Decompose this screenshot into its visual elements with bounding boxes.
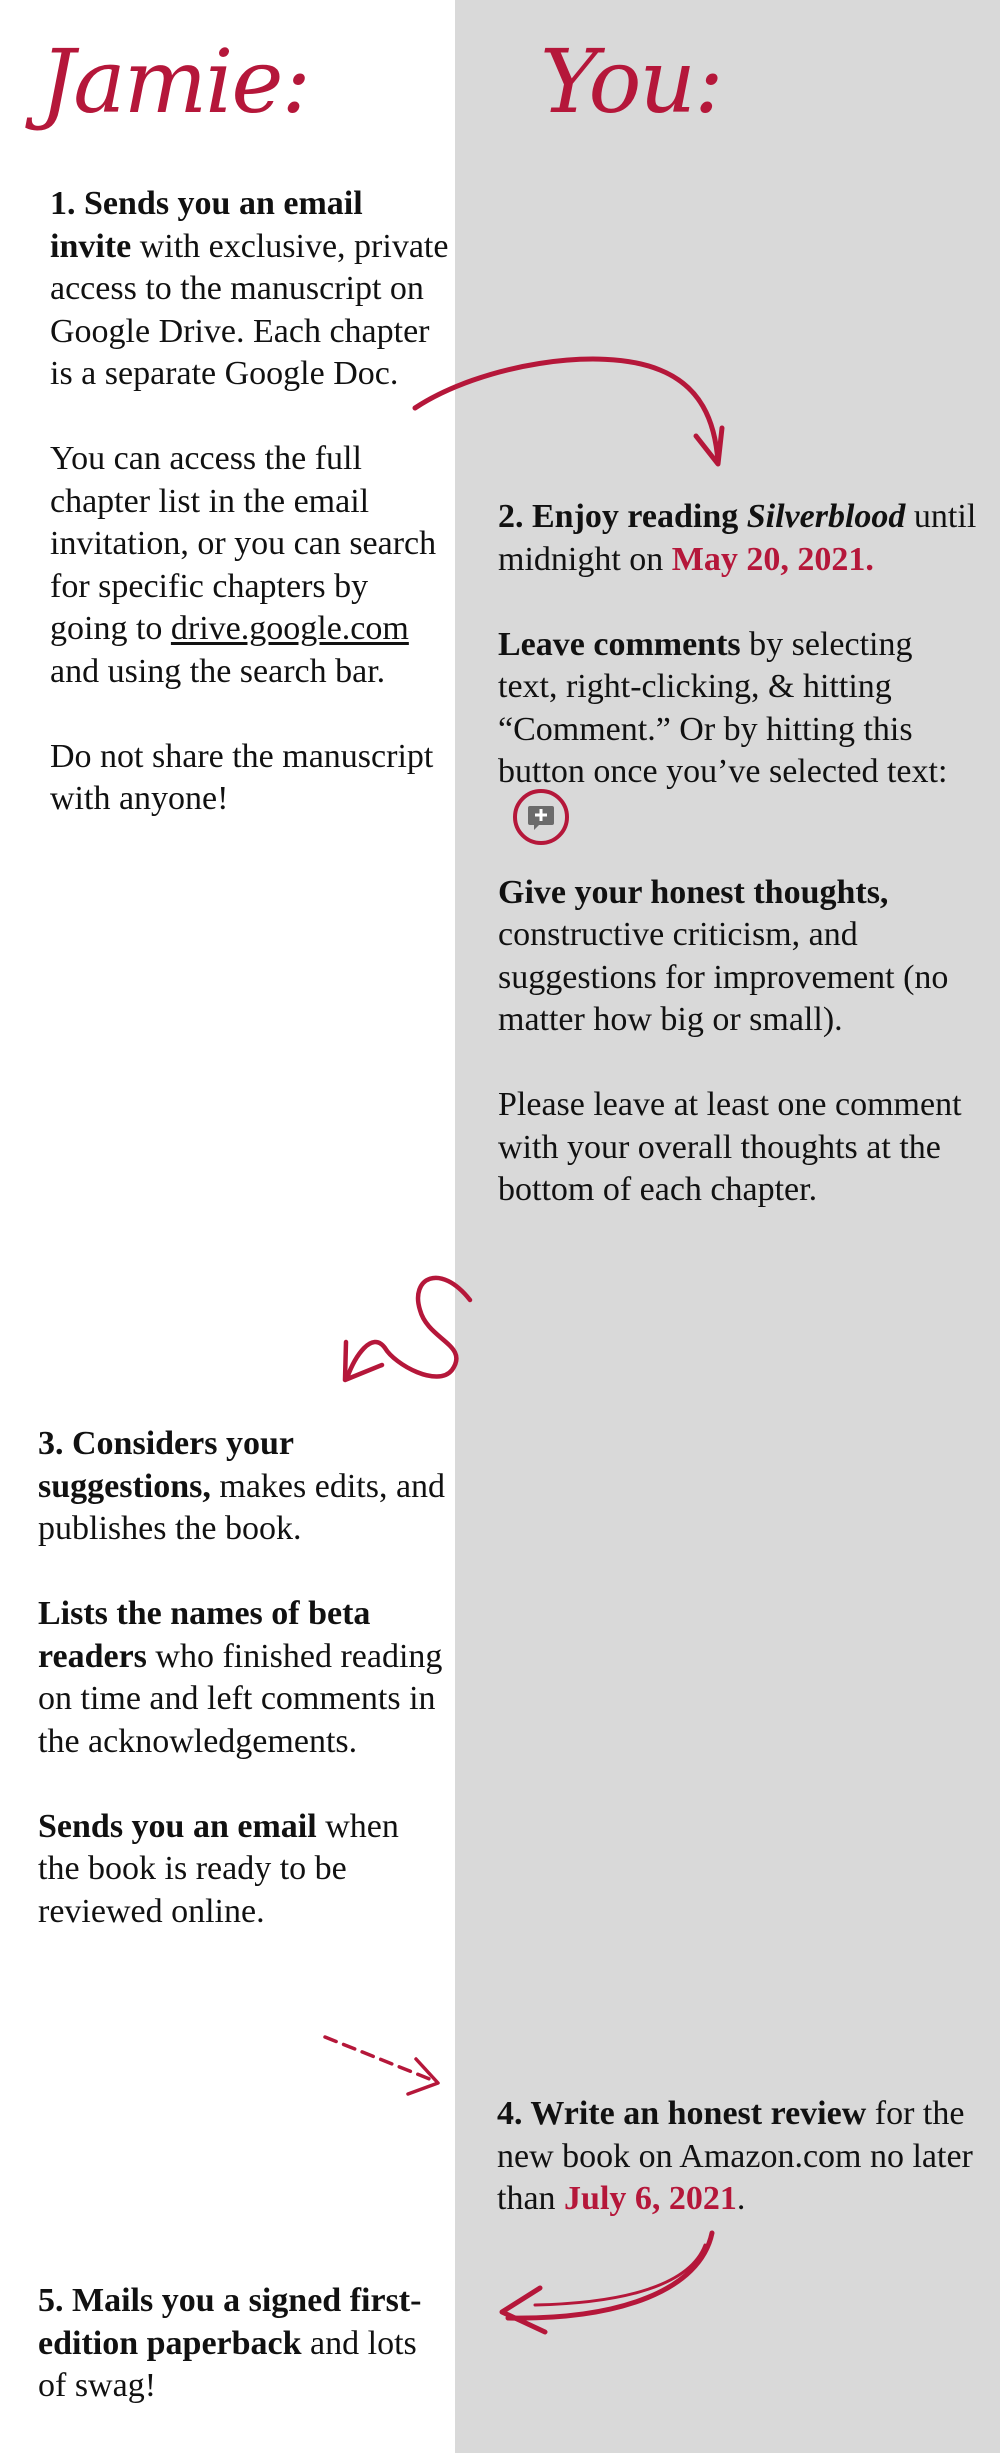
step-4-title: 4. Write an honest review — [497, 2095, 867, 2132]
arrow-head-4 — [502, 2288, 545, 2332]
leave-comments-label: Leave comments — [498, 625, 741, 663]
beta-readers-label: Lists the names of beta readers — [38, 1595, 371, 1675]
honest-thoughts-label: Give your honest thoughts, — [498, 873, 889, 911]
step-3-title: 3. Considers your suggestions, — [38, 1425, 294, 1505]
step-2-overall: Please leave at least one comment with your overall thoughts at the bottom of each chapter. — [498, 1086, 962, 1208]
heading-jamie: Jamie: — [40, 30, 310, 133]
send-email-label: Sends you an email — [38, 1807, 317, 1845]
arrow-head-1 — [696, 428, 722, 464]
arrow-step4-to-step5-inner — [535, 2245, 705, 2305]
step-1-access-text: You can access the full chapter list in the email invitation, or you can search for specific chapters by going to — [50, 440, 437, 647]
arrow-step2-to-step3 — [347, 1278, 470, 1378]
arrow-step1-to-step2 — [415, 359, 718, 462]
step-5-title: 5. Mails you a signed first-edition paperback — [38, 2282, 422, 2362]
step-2-text: until midnight on — [498, 498, 977, 578]
step-3-text: makes edits, and publishes the book. — [38, 1467, 446, 1547]
book-title: Silverblood — [746, 498, 906, 535]
review-deadline: July 6, 2021 — [564, 2180, 737, 2217]
drive-link[interactable]: drive.google.com — [170, 610, 409, 647]
step-1-warning: Do not share the manuscript with anyone! — [50, 737, 434, 817]
step-1-text: with exclusive, private access to the manuscript on Google Drive. Each chapter is a separate Google Doc. — [50, 227, 449, 392]
step-4-end: . — [736, 2180, 746, 2217]
step-2-title: 2. Enjoy reading — [498, 498, 747, 535]
leave-comments-text: by selecting text, right-clicking, & hitting “Comment.” Or by hitting this button once you’ve selected text: — [498, 625, 948, 790]
beta-readers-text: who finished reading on time and left comments in the acknowledgements. — [38, 1637, 443, 1760]
step-4-body: for the new book on Amazon.com no later than — [497, 2095, 973, 2217]
step-1-title: 1. Sends you an email invite — [50, 185, 363, 265]
reading-deadline: May 20, 2021. — [671, 540, 874, 578]
send-email-text: when the book is ready to be reviewed online. — [38, 1807, 399, 1930]
step-1-access-end: and using the search bar. — [50, 652, 386, 690]
step-5-body: and lots of swag! — [38, 2324, 417, 2404]
honest-thoughts-text: constructive criticism, and suggestions for improvement (no matter how big or small). — [498, 916, 949, 1038]
heading-you: You: — [540, 30, 722, 133]
